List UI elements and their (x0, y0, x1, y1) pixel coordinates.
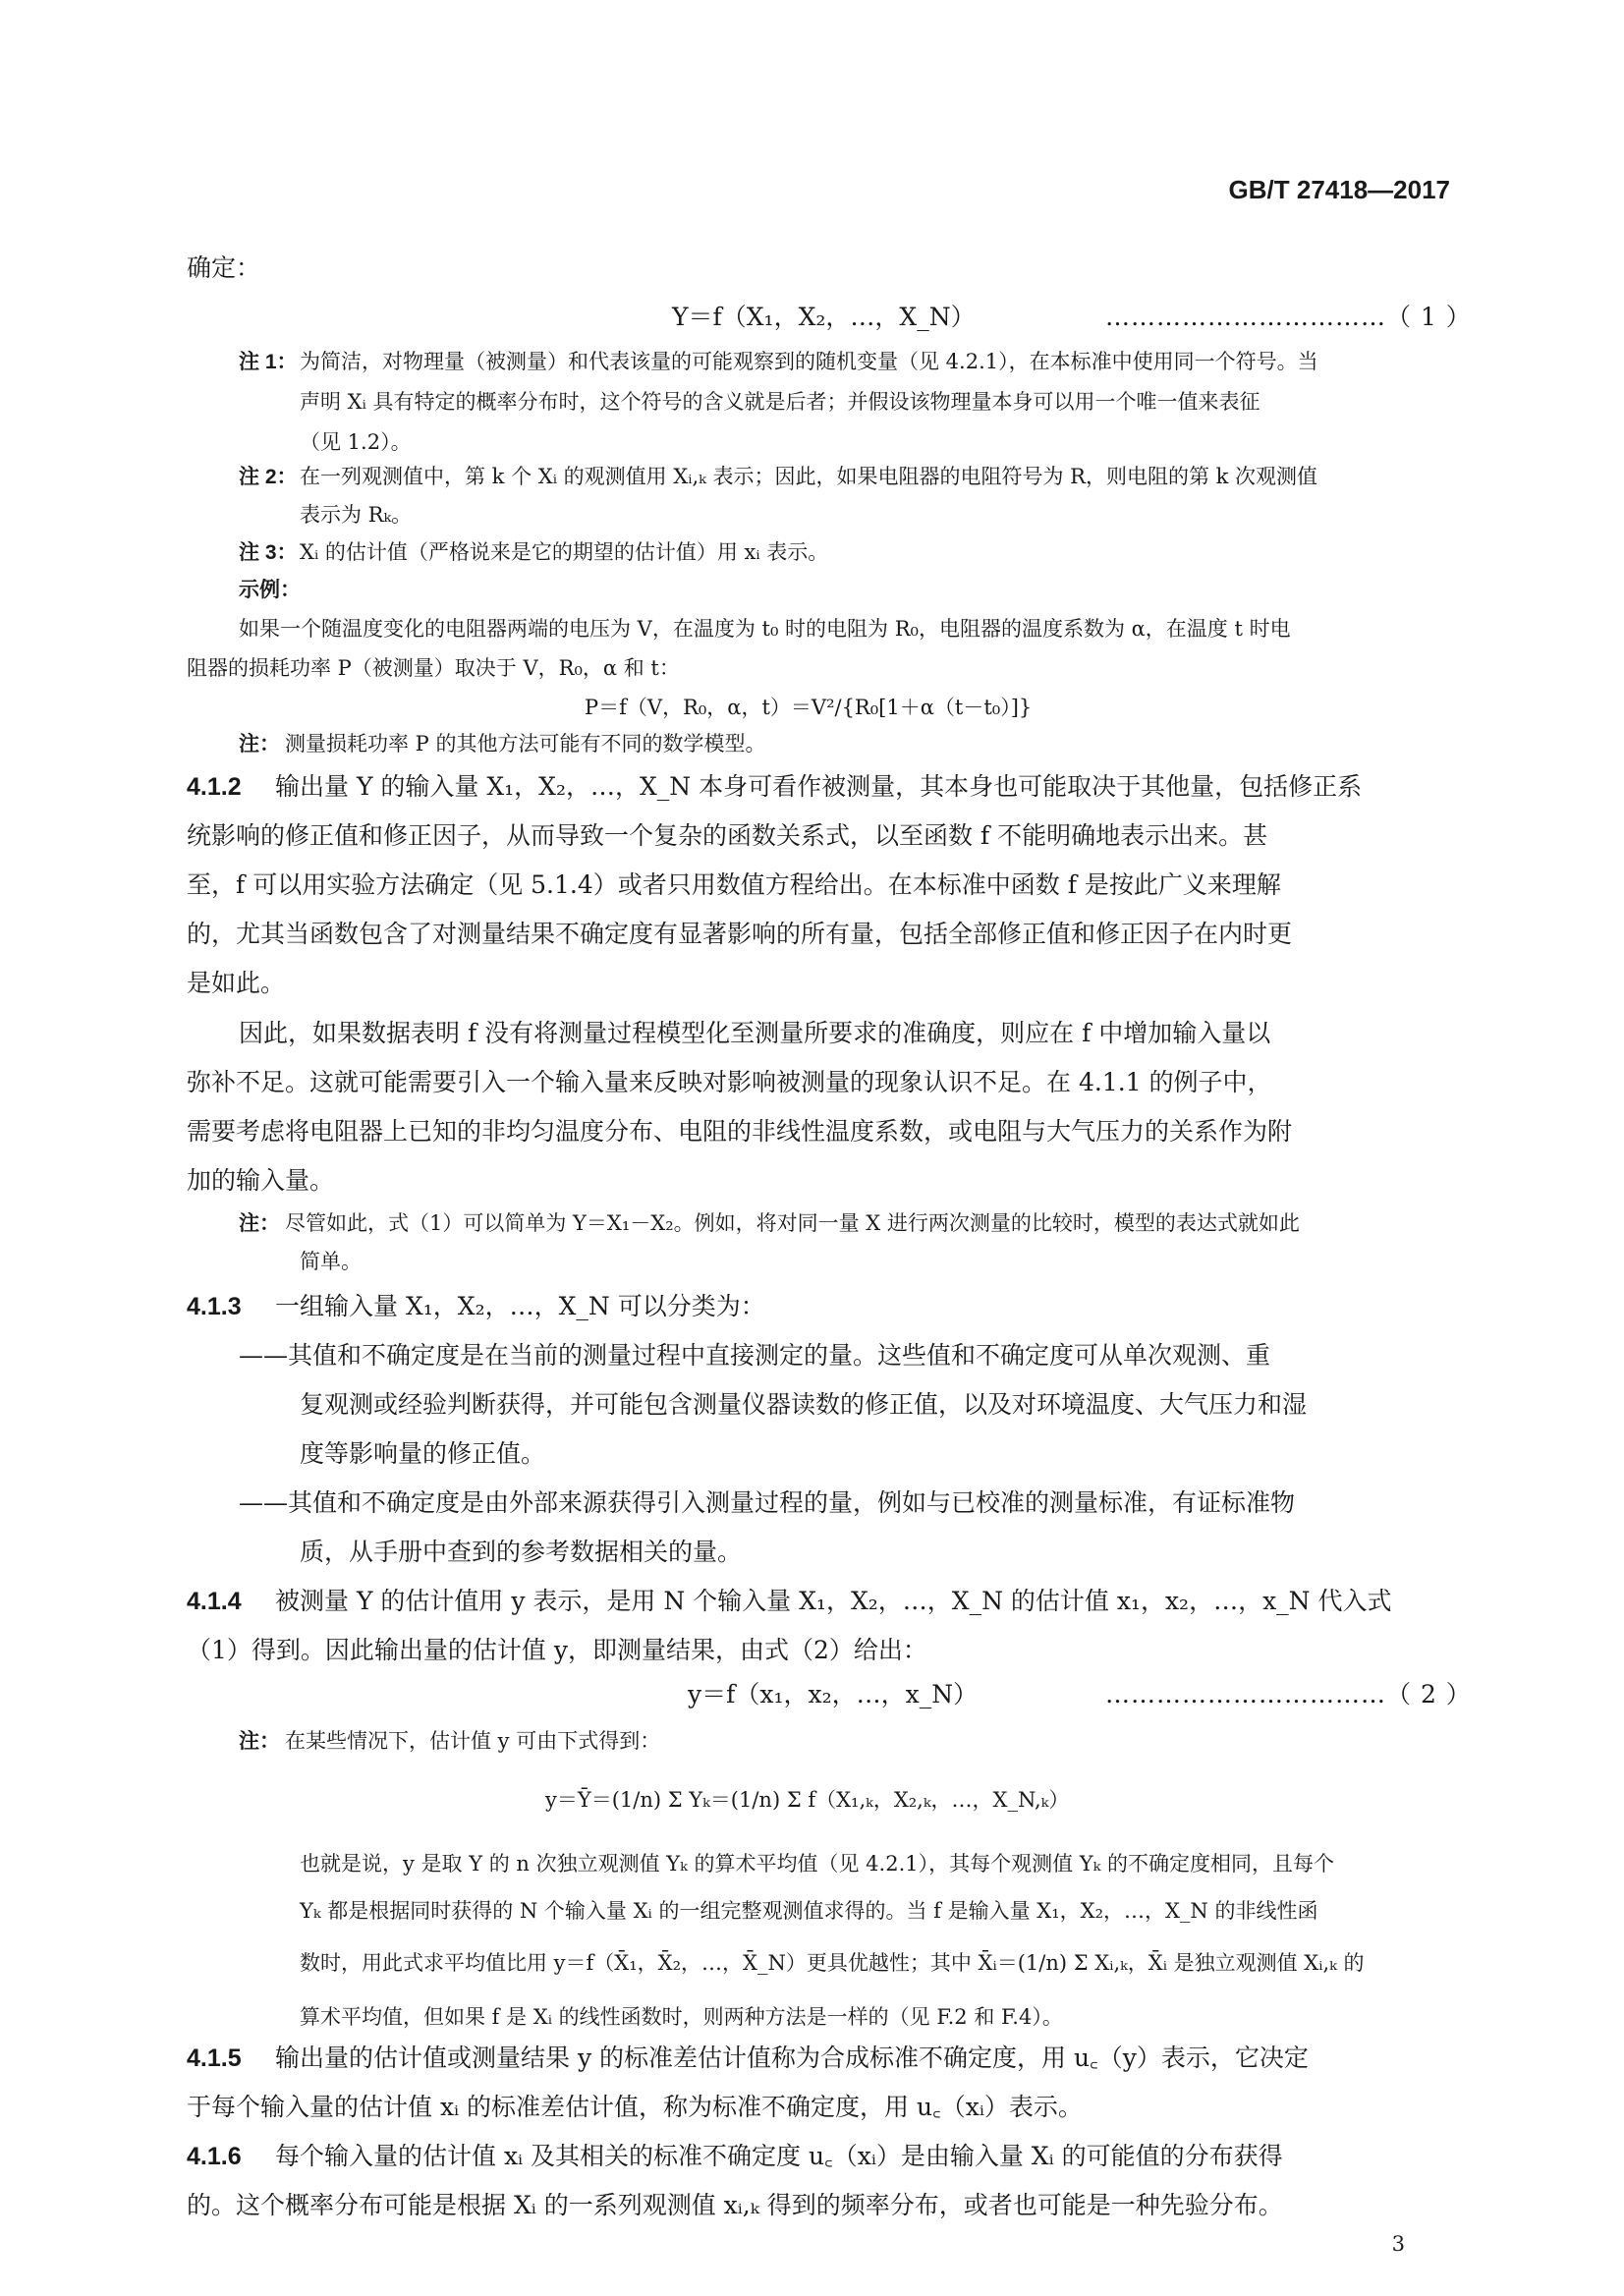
section-4-1-5-number: 4.1.5 (187, 2044, 242, 2072)
s412-note-line-2: 简单。 (300, 1250, 362, 1273)
determine-label: 确定： (187, 253, 261, 282)
note-2-label: 注 2： (239, 466, 298, 488)
s413-intro: 一组输入量 X₁，X₂，…，X_N 可以分类为： (275, 1292, 765, 1320)
section-4-1-6-number: 4.1.6 (187, 2143, 242, 2170)
s412-line-4: 的，尤其当函数包含了对测量结果不确定度有显著影响的所有量，包括全部修正值和修正因子在内时更 (187, 920, 1293, 948)
equation-1-number: ……………………………（ 1 ） (1105, 303, 1472, 331)
equation-2: y＝f（x₁，x₂，…，x_N） (688, 1680, 979, 1708)
s414-note-line-4: 算术平均值，但如果 f 是 Xᵢ 的线性函数时，则两种方法是一样的（见 F.2 和 F.4）。 (300, 2005, 1063, 2029)
section-4-1-3-number: 4.1.3 (187, 1293, 242, 1320)
example-note-label: 注： (239, 733, 280, 756)
s414-line-2: （1）得到。因此输出量的估计值 y，即测量结果，由式（2）给出： (187, 1636, 927, 1664)
s416-line-2: 的。这个概率分布可能是根据 Xᵢ 的一系列观测值 xᵢ,ₖ 得到的频率分布，或者也可能是一种先验分布。 (187, 2191, 1283, 2219)
s413-item-1-line-3: 度等影响量的修正值。 (300, 1439, 546, 1468)
s413-item-1-line-1: ——其值和不确定度是在当前的测量过程中直接测定的量。这些值和不确定度可从单次观测、重 (239, 1341, 1271, 1370)
s412-line-1: 输出量 Y 的输入量 X₁，X₂，…，X_N 本身可看作被测量，其本身也可能取决于其他量，包括修正系 (275, 772, 1363, 801)
s414-line-1: 被测量 Y 的估计值用 y 表示，是用 N 个输入量 X₁，X₂，…，X_N 的估计值 x₁，x₂，…，x_N 代入式 (275, 1587, 1392, 1615)
s412-p2-line-4: 加的输入量。 (187, 1166, 335, 1195)
page-number: 3 (1391, 2232, 1405, 2256)
equation-2-number: ……………………………（ 2 ） (1105, 1680, 1472, 1708)
s412-line-2: 统影响的修正值和修正因子，从而导致一个复杂的函数关系式，以至函数 f 不能明确地表示出来。甚 (187, 821, 1268, 850)
note-1-line-3: （见 1.2）。 (300, 430, 412, 454)
note-3-label: 注 3： (239, 541, 298, 564)
example-line-2: 阻器的损耗功率 P（被测量）取决于 V，R₀，α 和 t： (187, 656, 680, 680)
s412-note-line-1: 尽管如此，式（1）可以简单为 Y＝X₁－X₂。例如，将对同一量 X 进行两次测量的比较时，模型的表达式就如此 (285, 1211, 1300, 1235)
s413-item-2-line-1: ——其值和不确定度是由外部来源获得引入测量过程的量，例如与已校准的测量标准，有证标准物 (239, 1488, 1296, 1517)
s412-p2-line-2: 弥补不足。这就可能需要引入一个输入量来反映对影响被测量的现象认识不足。在 4.1.1 的例子中， (187, 1068, 1272, 1096)
s412-note-label: 注： (239, 1212, 280, 1235)
note-3-text: Xᵢ 的估计值（严格说来是它的期望的估计值）用 xᵢ 表示。 (300, 540, 829, 564)
s412-p2-line-3: 需要考虑将电阻器上已知的非均匀温度分布、电阻的非线性温度系数，或电阻与大气压力的关系作为附 (187, 1117, 1293, 1146)
s415-line-2: 于每个输入量的估计值 xᵢ 的标准差估计值，称为标准不确定度，用 u꜀（xᵢ）表示。 (187, 2093, 1083, 2121)
s413-item-2-line-2: 质，从手册中查到的参考数据相关的量。 (300, 1538, 743, 1566)
example-note-text: 测量损耗功率 P 的其他方法可能有不同的数学模型。 (285, 732, 766, 756)
s412-line-3: 至，f 可以用实验方法确定（见 5.1.4）或者只用数值方程给出。在本标准中函数 f 是按此广义来理解 (187, 870, 1281, 899)
s414-note-formula: y＝Ȳ＝(1/n) Σ Yₖ＝(1/n) Σ f（X₁,ₖ，X₂,ₖ，…，X_N,ₖ） (545, 1788, 1070, 1812)
s413-item-1-line-2: 复观测或经验判断获得，并可能包含测量仪器读数的修正值，以及对环境温度、大气压力和湿 (300, 1390, 1308, 1419)
note-1-line-2: 声明 Xᵢ 具有特定的概率分布时，这个符号的含义就是后者；并假设该物理量本身可以用一个唯一值来表征 (300, 390, 1260, 414)
s414-note-line-2: Yₖ 都是根据同时获得的 N 个输入量 Xᵢ 的一组完整观测值求得的。当 f 是输入量 X₁，X₂，…，X_N 的非线性函 (300, 1899, 1318, 1923)
s414-note-label: 注： (239, 1730, 280, 1753)
example-line-1: 如果一个随温度变化的电阻器两端的电压为 V，在温度为 t₀ 时的电阻为 R₀，电阻器的温度系数为 α，在温度 t 时电 (239, 617, 1291, 641)
note-2-line-2: 表示为 Rₖ。 (300, 503, 413, 527)
s414-note-intro: 在某些情况下，估计值 y 可由下式得到： (285, 1729, 661, 1753)
example-formula: P＝f（V，R₀，α，t）＝V²/{R₀[1＋α（t－t₀）]} (585, 696, 1033, 719)
section-4-1-2-number: 4.1.2 (187, 773, 242, 801)
s414-note-line-1: 也就是说，y 是取 Y 的 n 次独立观测值 Yₖ 的算术平均值（见 4.2.1），其每个观测值 Yₖ 的不确定度相同，且每个 (300, 1852, 1334, 1876)
standard-number: GB/T 27418—2017 (1228, 175, 1450, 204)
example-label: 示例： (239, 579, 301, 601)
note-1-line-1: 为简洁，对物理量（被测量）和代表该量的可能观察到的随机变量（见 4.2.1），在本标准中使用同一个符号。当 (300, 350, 1318, 373)
equation-1: Y＝f（X₁，X₂，…，X_N） (672, 303, 976, 331)
note-1-label: 注 1： (239, 351, 298, 373)
note-2-line-1: 在一列观测值中，第 k 个 Xᵢ 的观测值用 Xᵢ,ₖ 表示；因此，如果电阻器的电阻符号为 R，则电阻的第 k 次观测值 (300, 465, 1318, 488)
s415-line-1: 输出量的估计值或测量结果 y 的标准差估计值称为合成标准不确定度，用 u꜀（y）表示，它决定 (275, 2044, 1309, 2072)
s412-line-5: 是如此。 (187, 969, 286, 997)
s414-note-line-3: 数时，用此式求平均值比用 y＝f（X̄₁，X̄₂，…，X̄_N）更具优越性；其中 X̄ᵢ＝(1/n) Σ Xᵢ,ₖ，X̄ᵢ 是独立观测值 Xᵢ,ₖ 的 (300, 1951, 1365, 1975)
section-4-1-4-number: 4.1.4 (187, 1588, 242, 1615)
s416-line-1: 每个输入量的估计值 xᵢ 及其相关的标准不确定度 u꜀（xᵢ）是由输入量 Xᵢ 的可能值的分布获得 (275, 2142, 1283, 2170)
s412-p2-line-1: 因此，如果数据表明 f 没有将测量过程模型化至测量所要求的准确度，则应在 f 中增加输入量以 (239, 1019, 1271, 1047)
